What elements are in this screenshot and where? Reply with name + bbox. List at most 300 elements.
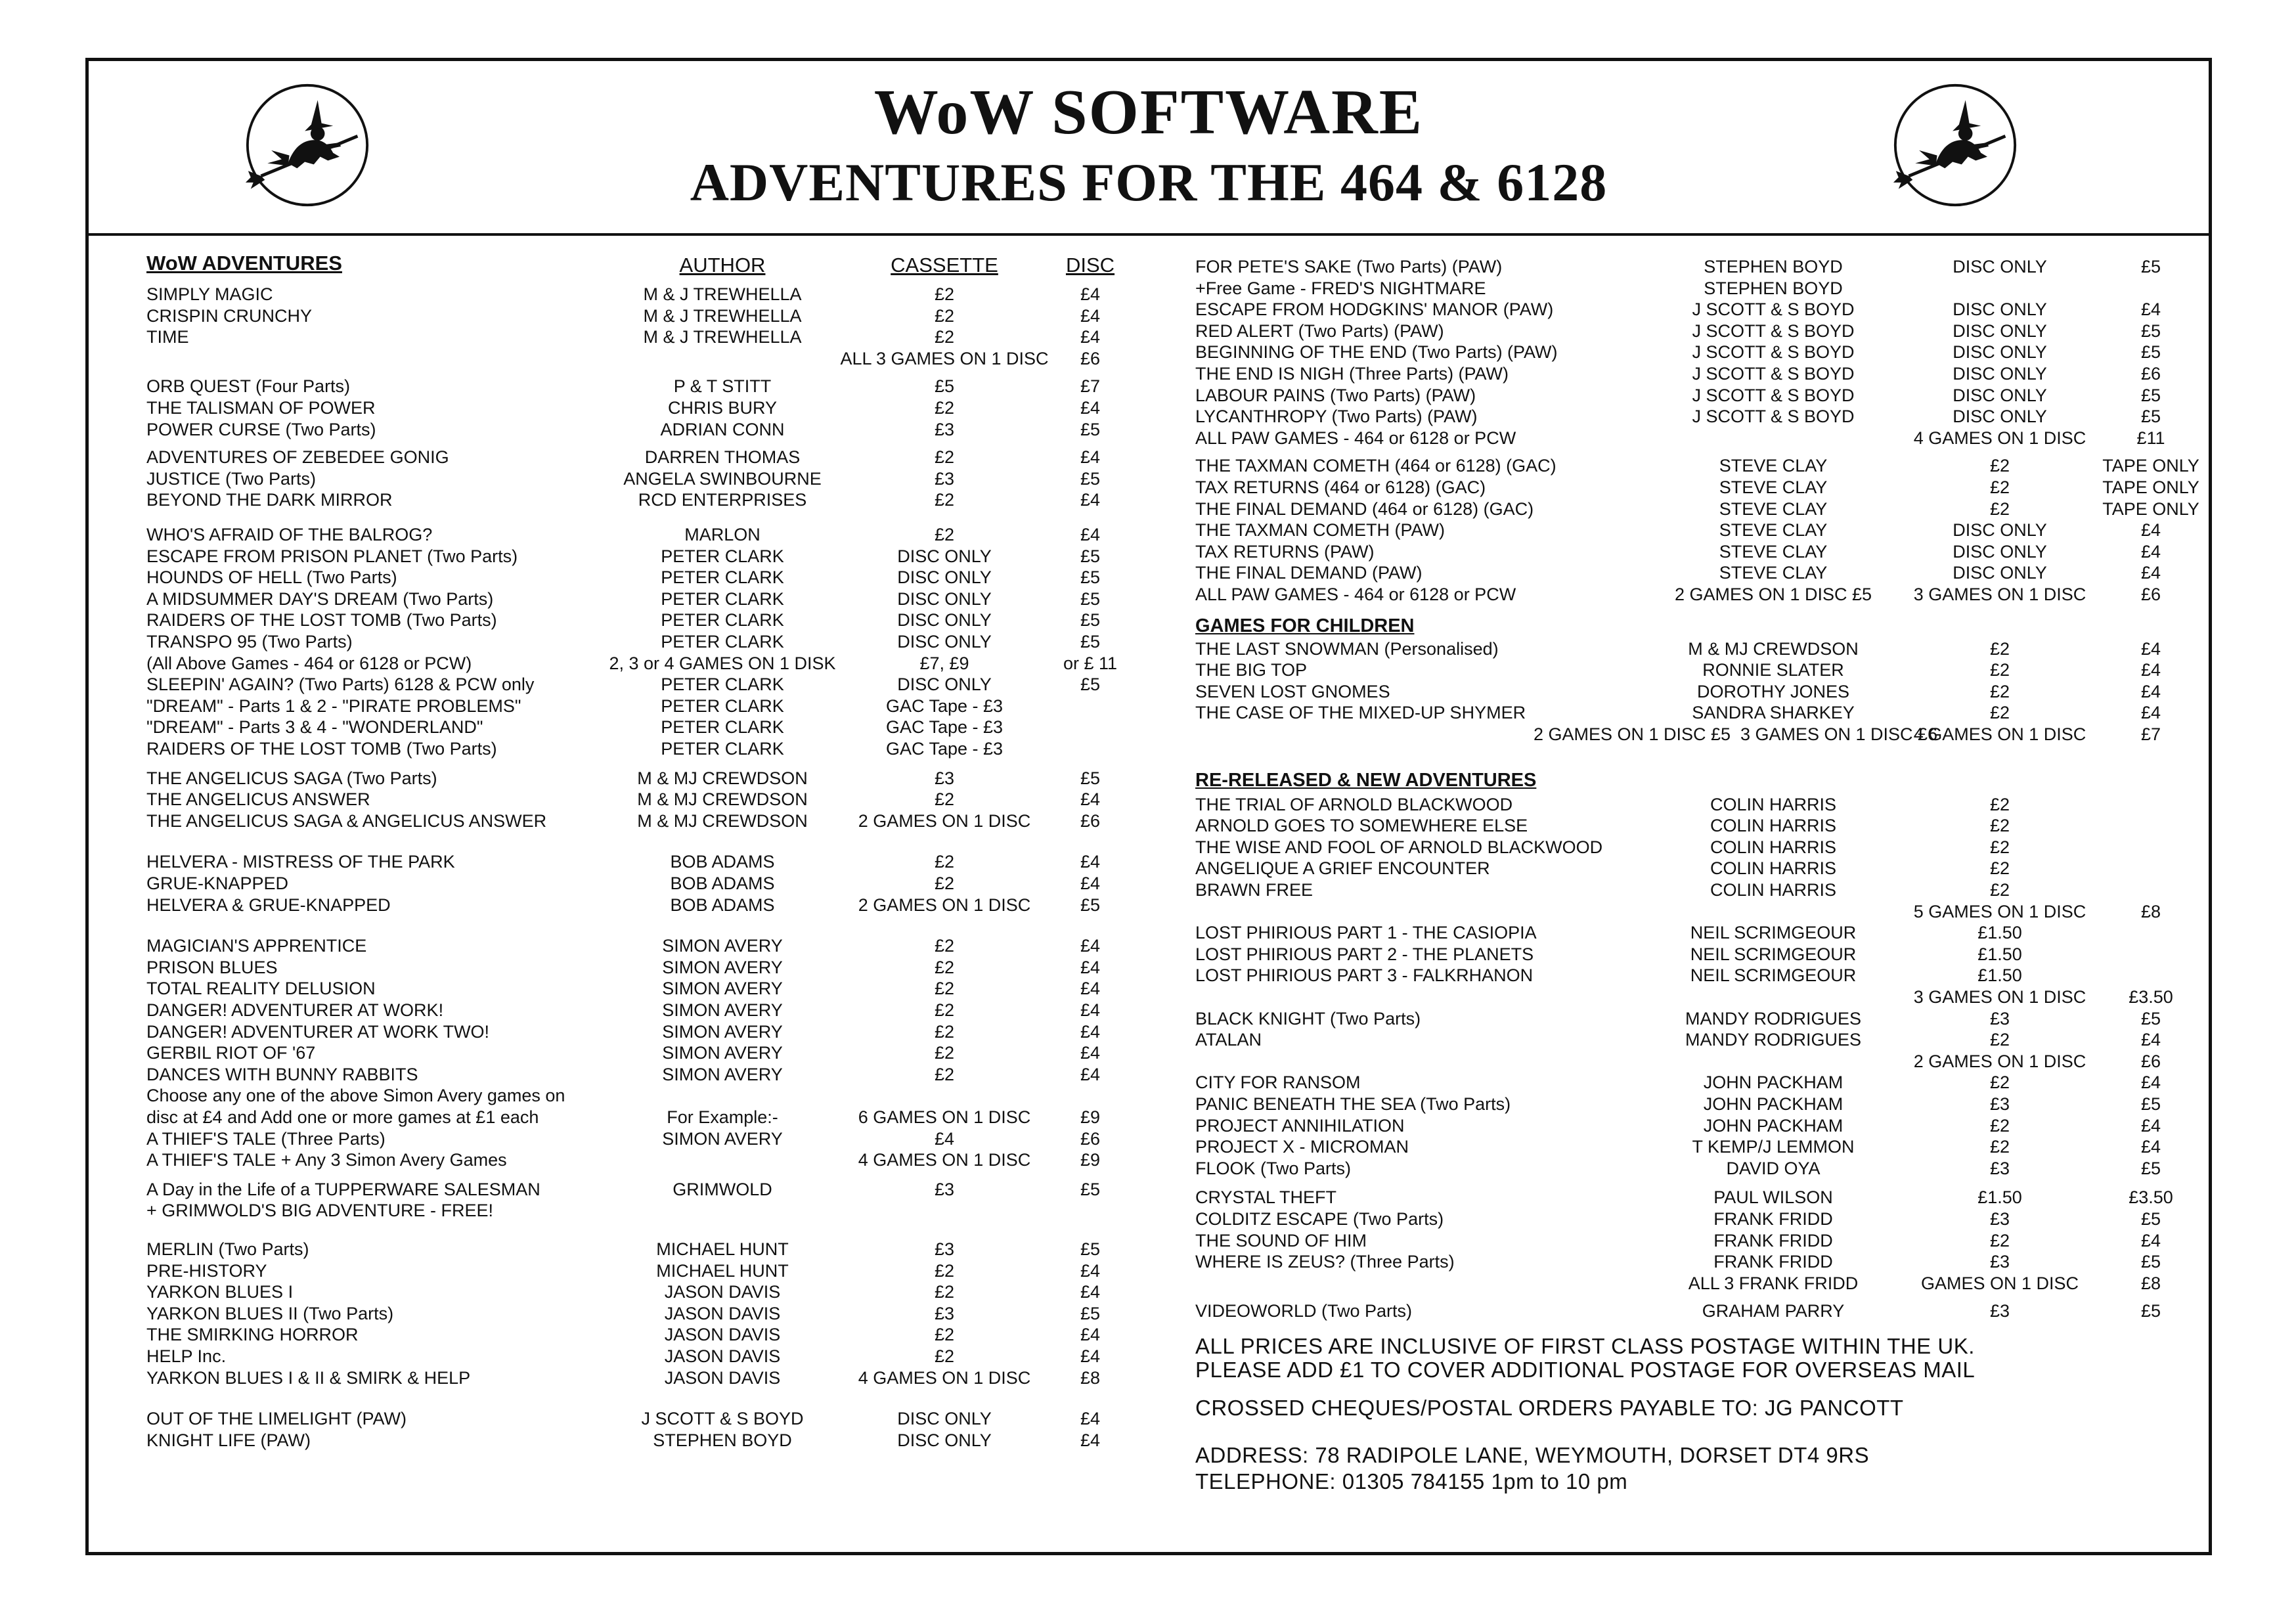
row-disc: £5 bbox=[2140, 407, 2161, 427]
row-title: "DREAM" - Parts 1 & 2 - "PIRATE PROBLEMS" bbox=[146, 696, 521, 716]
row-title: THE SMIRKING HORROR bbox=[146, 1325, 359, 1345]
row-title: BEYOND THE DARK MIRROR bbox=[146, 490, 393, 510]
row-title: TRANSPO 95 (Two Parts) bbox=[146, 632, 353, 652]
row-disc: £4 bbox=[2140, 638, 2161, 659]
row-author: GRIMWOLD bbox=[673, 1179, 772, 1199]
row-disc: £4 bbox=[1080, 447, 1101, 468]
row-author: SIMON AVERY bbox=[662, 979, 783, 999]
row-title: BEGINNING OF THE END (Two Parts) (PAW) bbox=[1195, 342, 1558, 363]
row-title: DANGER! ADVENTURER AT WORK TWO! bbox=[146, 1021, 490, 1042]
row-cassette: DISC ONLY bbox=[1953, 541, 2047, 562]
row-title: SIMPLY MAGIC bbox=[146, 284, 273, 304]
bundle-d: £7 bbox=[2140, 724, 2161, 744]
row-author: J SCOTT & S BOYD bbox=[1692, 342, 1855, 363]
row-cassette: 6 GAMES ON 1 DISC bbox=[858, 1107, 1031, 1127]
row-author: COLIN HARRIS bbox=[1710, 794, 1837, 814]
row-disc: £5 bbox=[1080, 1303, 1101, 1323]
row-title: LYCANTHROPY (Two Parts) (PAW) bbox=[1195, 407, 1478, 427]
row-disc: TAPE ONLY bbox=[2102, 456, 2199, 476]
row-title: ADVENTURES OF ZEBEDEE GONIG bbox=[146, 447, 449, 468]
row-cassette: £2 bbox=[934, 1021, 955, 1042]
row-disc: £4 bbox=[2140, 703, 2161, 723]
row-author: M & J TREWHELLA bbox=[643, 305, 802, 326]
row-author: STEVE CLAY bbox=[1719, 498, 1828, 519]
section-title-rereleased: RE-RELEASED & NEW ADVENTURES bbox=[1195, 769, 1537, 791]
row-cassette: £2 bbox=[1989, 837, 2010, 857]
row-author: CHRIS BURY bbox=[667, 398, 778, 418]
row-title: FLOOK (Two Parts) bbox=[1195, 1158, 1352, 1178]
row-cassette: DISC ONLY bbox=[1953, 520, 2047, 541]
column-header-disc: DISC bbox=[1065, 254, 1115, 277]
row-disc: £5 bbox=[2140, 1008, 2161, 1029]
row-cassette: DISC ONLY bbox=[1953, 385, 2047, 405]
row-disc: TAPE ONLY bbox=[2102, 498, 2199, 519]
row-cassette: DISC ONLY bbox=[897, 546, 992, 566]
row-title: TOTAL REALITY DELUSION bbox=[146, 979, 376, 999]
row-author: BOB ADAMS bbox=[670, 852, 775, 872]
row-cassette: 4 GAMES ON 1 DISC bbox=[858, 1367, 1031, 1388]
row-disc: £5 bbox=[1080, 588, 1101, 609]
row-cassette: £2 bbox=[1989, 477, 2010, 497]
row-author: FRANK FRIDD bbox=[1713, 1209, 1833, 1229]
row-title: THE BIG TOP bbox=[1195, 660, 1308, 680]
row-title: FOR PETE'S SAKE (Two Parts) (PAW) bbox=[1195, 257, 1503, 277]
row-cassette: £2 bbox=[934, 852, 955, 872]
row-cassette: GAC Tape - £3 bbox=[885, 696, 1004, 716]
row-disc: £6 bbox=[1080, 348, 1101, 368]
row-disc: £4 bbox=[1080, 1282, 1101, 1302]
row-cassette: DISC ONLY bbox=[1953, 321, 2047, 341]
row-author: BOB ADAMS bbox=[670, 874, 775, 893]
row-disc: £4 bbox=[1080, 284, 1101, 304]
footer-prices-line2: PLEASE ADD £1 TO COVER ADDITIONAL POSTAGE FOR OVERSEAS MAIL bbox=[1195, 1358, 1976, 1382]
row-disc: £4 bbox=[1080, 1409, 1101, 1429]
row-title: JUSTICE (Two Parts) bbox=[146, 468, 317, 489]
row-cassette: £1.50 bbox=[1977, 923, 2022, 943]
row-title: A THIEF'S TALE (Three Parts) bbox=[146, 1128, 386, 1149]
row-author: SIMON AVERY bbox=[662, 1128, 783, 1149]
row-title: + GRIMWOLD'S BIG ADVENTURE - FREE! bbox=[146, 1201, 493, 1221]
row-cassette: GAC Tape - £3 bbox=[885, 739, 1004, 759]
row-title: THE SOUND OF HIM bbox=[1195, 1230, 1367, 1250]
row-author: MANDY RODRIGUES bbox=[1685, 1030, 1862, 1050]
row-disc: £4 bbox=[1080, 327, 1101, 347]
row-cassette: £2 bbox=[1989, 498, 2010, 519]
row-disc: £9 bbox=[1080, 1150, 1101, 1170]
row-disc: £5 bbox=[1080, 546, 1101, 566]
row-author: JASON DAVIS bbox=[664, 1303, 781, 1323]
row-title: HOUNDS OF HELL (Two Parts) bbox=[146, 567, 397, 588]
row-cassette: £2 bbox=[934, 525, 955, 544]
row-disc: £4 bbox=[1080, 979, 1101, 999]
row-title: THE TALISMAN OF POWER bbox=[146, 398, 376, 418]
row-title: ARNOLD GOES TO SOMEWHERE ELSE bbox=[1195, 816, 1528, 836]
column-header-author: AUTHOR bbox=[679, 254, 766, 277]
row-author: GRAHAM PARRY bbox=[1702, 1301, 1845, 1321]
row-disc: £4 bbox=[1080, 525, 1101, 544]
row-disc: £7 bbox=[1080, 376, 1101, 397]
row-cassette: 4 GAMES ON 1 DISC bbox=[858, 1150, 1031, 1170]
row-author: M & MJ CREWDSON bbox=[637, 789, 808, 810]
row-cassette: £3 bbox=[1989, 1252, 2010, 1272]
row-author: JASON DAVIS bbox=[664, 1325, 781, 1345]
row-title: ORB QUEST (Four Parts) bbox=[146, 376, 351, 397]
row-title: PROJECT X - MICROMAN bbox=[1195, 1137, 1409, 1157]
row-disc: £5 bbox=[2140, 385, 2161, 405]
row-disc: £9 bbox=[1080, 1107, 1101, 1127]
row-author: J SCOTT & S BOYD bbox=[1692, 364, 1855, 384]
row-cassette: £2 bbox=[934, 398, 955, 418]
row-cassette: GAC Tape - £3 bbox=[885, 717, 1004, 738]
row-title: disc at £4 and Add one or more games at £1 each bbox=[146, 1107, 539, 1127]
row-author: JOHN PACKHAM bbox=[1703, 1073, 1843, 1093]
row-title: DANGER! ADVENTURER AT WORK! bbox=[146, 1000, 444, 1020]
row-author: M & J TREWHELLA bbox=[643, 284, 802, 304]
witch-on-broomstick-icon bbox=[1891, 81, 2020, 210]
row-cassette: £2 bbox=[934, 979, 955, 999]
row-author: PETER CLARK bbox=[661, 632, 784, 652]
row-cassette: £2 bbox=[934, 1346, 955, 1366]
row-cassette: £2 bbox=[1989, 794, 2010, 814]
row-cassette: £3 bbox=[1989, 1158, 2010, 1178]
row-title: ANGELIQUE A GRIEF ENCOUNTER bbox=[1195, 858, 1490, 879]
row-title: Choose any one of the above Simon Avery games on bbox=[146, 1086, 565, 1106]
row-title: YARKON BLUES II (Two Parts) bbox=[146, 1303, 394, 1323]
row-cassette: £3 bbox=[1989, 1301, 2010, 1321]
row-disc: £5 bbox=[2140, 321, 2161, 341]
row-author: STEPHEN BOYD bbox=[1704, 278, 1843, 298]
row-cassette: £2 bbox=[934, 789, 955, 810]
row-title: KNIGHT LIFE (PAW) bbox=[146, 1430, 311, 1450]
row-cassette: £3 bbox=[934, 468, 955, 489]
row-disc: £4 bbox=[2140, 1115, 2161, 1136]
row-disc: £4 bbox=[1080, 1064, 1101, 1084]
row-author: J SCOTT & S BOYD bbox=[1692, 321, 1855, 341]
row-disc: £6 bbox=[2140, 364, 2161, 384]
price-list-sheet bbox=[85, 58, 2212, 1555]
section-title-games-for-children: GAMES FOR CHILDREN bbox=[1195, 615, 1415, 636]
row-author: PETER CLARK bbox=[661, 588, 784, 609]
footer-prices-line1: ALL PRICES ARE INCLUSIVE OF FIRST CLASS POSTAGE WITHIN THE UK. bbox=[1195, 1334, 1975, 1358]
row-disc: £5 bbox=[2140, 1252, 2161, 1272]
page-title: WoW SOFTWARE bbox=[873, 77, 1424, 148]
row-title: HELVERA - MISTRESS OF THE PARK bbox=[146, 852, 455, 872]
row-disc: £6 bbox=[1080, 1128, 1101, 1149]
row-author: JASON DAVIS bbox=[664, 1282, 781, 1302]
row-disc: £4 bbox=[1080, 1346, 1101, 1366]
row-cassette: £2 bbox=[934, 936, 955, 956]
row-cassette: DISC ONLY bbox=[1953, 299, 2047, 320]
row-title: THE TAXMAN COMETH (PAW) bbox=[1195, 520, 1445, 541]
row-author: MARLON bbox=[684, 525, 761, 544]
row-title: ESCAPE FROM HODGKINS' MANOR (PAW) bbox=[1195, 299, 1554, 320]
row-author: STEPHEN BOYD bbox=[1704, 257, 1843, 277]
row-title: POWER CURSE (Two Parts) bbox=[146, 419, 376, 439]
row-cassette: £1.50 bbox=[1977, 965, 2022, 986]
footer-telephone: TELEPHONE: 01305 784155 1pm to 10 pm bbox=[1195, 1469, 1628, 1493]
row-disc: £5 bbox=[2140, 1094, 2161, 1114]
row-disc: £5 bbox=[2140, 1209, 2161, 1229]
row-cassette: £2 bbox=[1989, 681, 2010, 701]
row-author: SANDRA SHARKEY bbox=[1692, 703, 1855, 723]
row-cassette: £3 bbox=[934, 1179, 955, 1199]
row-disc: £5 bbox=[1080, 567, 1101, 588]
row-disc: £4 bbox=[2140, 660, 2161, 680]
row-disc: £3.50 bbox=[2129, 1187, 2173, 1208]
footer-cheques: CROSSED CHEQUES/POSTAL ORDERS PAYABLE TO: JG PANCOTT bbox=[1195, 1396, 1904, 1420]
row-disc: £5 bbox=[2140, 1158, 2161, 1178]
row-disc: £4 bbox=[2140, 1030, 2161, 1050]
row-cassette: 4 GAMES ON 1 DISC bbox=[1913, 428, 2086, 448]
row-title: CITY FOR RANSOM bbox=[1195, 1073, 1361, 1093]
row-author: BOB ADAMS bbox=[670, 895, 775, 915]
row-cassette: £2 bbox=[1989, 703, 2010, 723]
row-disc: £8 bbox=[2140, 1273, 2161, 1293]
row-cassette: £2 bbox=[934, 957, 955, 977]
row-cassette: £2 bbox=[1989, 1115, 2010, 1136]
row-title: WHO'S AFRAID OF THE BALROG? bbox=[146, 525, 433, 544]
row-disc: £4 bbox=[2140, 1137, 2161, 1157]
row-cassette: DISC ONLY bbox=[897, 675, 992, 695]
row-title: TIME bbox=[146, 327, 189, 347]
row-author: SIMON AVERY bbox=[662, 957, 783, 977]
row-cassette: DISC ONLY bbox=[897, 588, 992, 609]
header bbox=[89, 61, 2209, 236]
row-title: TAX RETURNS (PAW) bbox=[1195, 541, 1375, 562]
row-title: BLACK KNIGHT (Two Parts) bbox=[1195, 1008, 1421, 1029]
row-cassette: £2 bbox=[1989, 1230, 2010, 1250]
row-cassette: GAMES ON 1 DISC bbox=[1920, 1273, 2079, 1293]
row-title: BRAWN FREE bbox=[1195, 880, 1314, 900]
row-title: SLEEPIN' AGAIN? (Two Parts) 6128 & PCW only bbox=[146, 675, 535, 695]
row-author: COLIN HARRIS bbox=[1710, 858, 1837, 879]
row-cassette: 5 GAMES ON 1 DISC bbox=[1913, 901, 2086, 921]
row-author: M & MJ CREWDSON bbox=[637, 768, 808, 788]
row-disc: £4 bbox=[1080, 1021, 1101, 1042]
row-cassette: £3 bbox=[934, 768, 955, 788]
row-disc: TAPE ONLY bbox=[2102, 477, 2199, 497]
bundle-c: 4 GAMES ON 1 DISC bbox=[1913, 724, 2086, 744]
row-disc: £5 bbox=[1080, 632, 1101, 652]
row-author: J SCOTT & S BOYD bbox=[1692, 385, 1855, 405]
row-author: PAUL WILSON bbox=[1713, 1187, 1833, 1208]
row-author: JOHN PACKHAM bbox=[1703, 1094, 1843, 1114]
row-author: ALL 3 FRANK FRIDD bbox=[1688, 1273, 1859, 1293]
row-author: PETER CLARK bbox=[661, 546, 784, 566]
row-title: THE CASE OF THE MIXED-UP SHYMER bbox=[1195, 703, 1526, 723]
row-cassette: 3 GAMES ON 1 DISC bbox=[1913, 585, 2086, 604]
row-author: 2, 3 or 4 GAMES ON 1 DISK bbox=[609, 653, 836, 673]
row-disc: £4 bbox=[1080, 1325, 1101, 1345]
row-title: DANCES WITH BUNNY RABBITS bbox=[146, 1064, 418, 1084]
column-header-cassette: CASSETTE bbox=[891, 254, 998, 277]
row-disc: £3.50 bbox=[2129, 987, 2173, 1007]
row-disc: £5 bbox=[2140, 342, 2161, 363]
row-title: CRYSTAL THEFT bbox=[1195, 1187, 1337, 1208]
row-title: LABOUR PAINS (Two Parts) (PAW) bbox=[1195, 385, 1476, 405]
row-author: MICHAEL HUNT bbox=[656, 1239, 789, 1259]
row-cassette: DISC ONLY bbox=[897, 632, 992, 652]
row-author: PETER CLARK bbox=[661, 567, 784, 588]
row-disc: £8 bbox=[2140, 901, 2161, 921]
row-cassette: £2 bbox=[1989, 1137, 2010, 1157]
row-disc: £5 bbox=[2140, 257, 2161, 277]
row-title: ESCAPE FROM PRISON PLANET (Two Parts) bbox=[146, 546, 518, 566]
row-cassette: 2 GAMES ON 1 DISC bbox=[1913, 1051, 2086, 1071]
row-disc: £4 bbox=[1080, 305, 1101, 326]
row-author: JASON DAVIS bbox=[664, 1367, 781, 1388]
row-cassette: £2 bbox=[934, 305, 955, 326]
row-disc: £5 bbox=[1080, 675, 1101, 695]
row-title: SEVEN LOST GNOMES bbox=[1195, 681, 1390, 701]
row-cassette: £5 bbox=[934, 376, 955, 397]
row-disc: £5 bbox=[1080, 468, 1101, 489]
row-cassette: £2 bbox=[1989, 660, 2010, 680]
row-author: RCD ENTERPRISES bbox=[638, 490, 807, 510]
row-cassette: ALL 3 GAMES ON 1 DISC bbox=[840, 348, 1049, 368]
row-cassette: £2 bbox=[934, 327, 955, 347]
row-author: ANGELA SWINBOURNE bbox=[623, 468, 822, 489]
row-author: PETER CLARK bbox=[661, 610, 784, 631]
row-title: LOST PHIRIOUS PART 3 - FALKRHANON bbox=[1195, 965, 1534, 986]
row-cassette: £7, £9 bbox=[919, 653, 969, 673]
row-disc: £4 bbox=[1080, 1430, 1101, 1450]
section-title-wow-adventures: WoW ADVENTURES bbox=[146, 252, 342, 275]
row-cassette: DISC ONLY bbox=[897, 567, 992, 588]
row-cassette: £3 bbox=[1989, 1094, 2010, 1114]
row-title: RED ALERT (Two Parts) (PAW) bbox=[1195, 321, 1444, 341]
row-disc: £4 bbox=[2140, 541, 2161, 562]
row-author: FRANK FRIDD bbox=[1713, 1252, 1833, 1272]
row-author: NEIL SCRIMGEOUR bbox=[1690, 923, 1857, 943]
row-disc: £4 bbox=[1080, 936, 1101, 956]
row-cassette: 3 GAMES ON 1 DISC bbox=[1913, 987, 2086, 1007]
row-cassette: £3 bbox=[934, 1239, 955, 1259]
row-author: M & J TREWHELLA bbox=[643, 327, 802, 347]
row-disc: £4 bbox=[2140, 681, 2161, 701]
row-disc: £6 bbox=[2140, 585, 2161, 604]
row-title: YARKON BLUES I & II & SMIRK & HELP bbox=[146, 1367, 471, 1388]
row-disc: £8 bbox=[1080, 1367, 1101, 1388]
row-disc: £4 bbox=[1080, 1043, 1101, 1063]
row-cassette: DISC ONLY bbox=[1953, 563, 2047, 583]
row-cassette: £2 bbox=[934, 1064, 955, 1084]
row-title: "DREAM" - Parts 3 & 4 - "WONDERLAND" bbox=[146, 717, 483, 738]
row-title: TAX RETURNS (464 or 6128) (GAC) bbox=[1195, 477, 1486, 497]
row-title: WHERE IS ZEUS? (Three Parts) bbox=[1195, 1252, 1455, 1272]
row-author: STEPHEN BOYD bbox=[653, 1430, 792, 1450]
row-title: A MIDSUMMER DAY'S DREAM (Two Parts) bbox=[146, 588, 494, 609]
row-disc: £6 bbox=[1080, 810, 1101, 831]
row-title: A THIEF'S TALE + Any 3 Simon Avery Games bbox=[146, 1150, 507, 1170]
row-author: 2 GAMES ON 1 DISC £5 bbox=[1674, 585, 1872, 604]
row-disc: £5 bbox=[2140, 1301, 2161, 1321]
row-disc: £5 bbox=[1080, 895, 1101, 915]
row-cassette: £2 bbox=[934, 284, 955, 304]
row-title: PROJECT ANNIHILATION bbox=[1195, 1115, 1405, 1136]
row-title: THE END IS NIGH (Three Parts) (PAW) bbox=[1195, 364, 1509, 384]
row-title: VIDEOWORLD (Two Parts) bbox=[1195, 1301, 1413, 1321]
row-disc: £4 bbox=[2140, 299, 2161, 320]
row-author: STEVE CLAY bbox=[1719, 563, 1828, 583]
row-title: THE FINAL DEMAND (PAW) bbox=[1195, 563, 1423, 583]
row-cassette: £2 bbox=[1989, 1073, 2010, 1093]
row-cassette: DISC ONLY bbox=[897, 610, 992, 631]
row-disc: £4 bbox=[1080, 1000, 1101, 1020]
row-author: DARREN THOMAS bbox=[644, 447, 801, 468]
row-disc: £4 bbox=[2140, 520, 2161, 541]
row-author: COLIN HARRIS bbox=[1710, 880, 1837, 900]
row-author: DAVID OYA bbox=[1726, 1158, 1821, 1178]
row-disc: £4 bbox=[1080, 789, 1101, 810]
row-title: THE ANGELICUS ANSWER bbox=[146, 789, 370, 810]
row-author: SIMON AVERY bbox=[662, 1000, 783, 1020]
row-cassette: £2 bbox=[1989, 880, 2010, 900]
row-cassette: 2 GAMES ON 1 DISC bbox=[858, 810, 1031, 831]
row-cassette: DISC ONLY bbox=[897, 1430, 992, 1450]
row-cassette: DISC ONLY bbox=[1953, 257, 2047, 277]
row-author: For Example:- bbox=[667, 1107, 778, 1127]
row-author: P & T STITT bbox=[673, 376, 772, 397]
row-author: PETER CLARK bbox=[661, 717, 784, 738]
row-title: PANIC BENEATH THE SEA (Two Parts) bbox=[1195, 1094, 1511, 1114]
row-cassette: £2 bbox=[934, 1000, 955, 1020]
row-title: (All Above Games - 464 or 6128 or PCW) bbox=[146, 653, 472, 673]
row-disc: £5 bbox=[1080, 1179, 1101, 1199]
row-title: OUT OF THE LIMELIGHT (PAW) bbox=[146, 1409, 407, 1429]
row-cassette: £2 bbox=[934, 1043, 955, 1063]
row-cassette: £2 bbox=[934, 1282, 955, 1302]
row-title: HELVERA & GRUE-KNAPPED bbox=[146, 895, 391, 915]
row-author: J SCOTT & S BOYD bbox=[1692, 407, 1855, 427]
row-title: +Free Game - FRED'S NIGHTMARE bbox=[1195, 278, 1486, 298]
row-title: THE TRIAL OF ARNOLD BLACKWOOD bbox=[1195, 794, 1513, 814]
row-cassette: £2 bbox=[934, 447, 955, 468]
row-cassette: £2 bbox=[934, 490, 955, 510]
row-author: SIMON AVERY bbox=[662, 1064, 783, 1084]
row-author: NEIL SCRIMGEOUR bbox=[1690, 965, 1857, 986]
row-author: MANDY RODRIGUES bbox=[1685, 1008, 1862, 1029]
row-author: STEVE CLAY bbox=[1719, 541, 1828, 562]
row-title: THE WISE AND FOOL OF ARNOLD BLACKWOOD bbox=[1195, 837, 1603, 857]
row-title: THE ANGELICUS SAGA (Two Parts) bbox=[146, 768, 437, 788]
row-disc: or £ 11 bbox=[1063, 653, 1118, 673]
row-author: ADRIAN CONN bbox=[660, 419, 785, 439]
row-author: SIMON AVERY bbox=[662, 1043, 783, 1063]
row-author: COLIN HARRIS bbox=[1710, 816, 1837, 836]
row-disc: £4 bbox=[2140, 563, 2161, 583]
row-cassette: £2 bbox=[1989, 1030, 2010, 1050]
row-cassette: £4 bbox=[934, 1128, 955, 1149]
row-author: J SCOTT & S BOYD bbox=[1692, 299, 1855, 320]
row-cassette: £2 bbox=[1989, 456, 2010, 476]
row-author: J SCOTT & S BOYD bbox=[641, 1409, 804, 1429]
bundle-a: 3 GAMES ON 1 DISC £6 bbox=[1740, 724, 1938, 744]
row-title: HELP Inc. bbox=[146, 1346, 227, 1366]
row-disc: £4 bbox=[1080, 1260, 1101, 1281]
row-author: MICHAEL HUNT bbox=[656, 1260, 789, 1281]
row-author: SIMON AVERY bbox=[662, 936, 783, 956]
row-author: M & MJ CREWDSON bbox=[637, 810, 808, 831]
row-disc: £11 bbox=[2136, 428, 2165, 448]
row-cassette: £3 bbox=[934, 1303, 955, 1323]
row-title: MERLIN (Two Parts) bbox=[146, 1239, 309, 1259]
row-author: STEVE CLAY bbox=[1719, 520, 1828, 541]
row-author: FRANK FRIDD bbox=[1713, 1230, 1833, 1250]
row-author: PETER CLARK bbox=[661, 739, 784, 759]
row-title: ALL PAW GAMES - 464 or 6128 or PCW bbox=[1195, 585, 1516, 604]
row-author: SIMON AVERY bbox=[662, 1021, 783, 1042]
